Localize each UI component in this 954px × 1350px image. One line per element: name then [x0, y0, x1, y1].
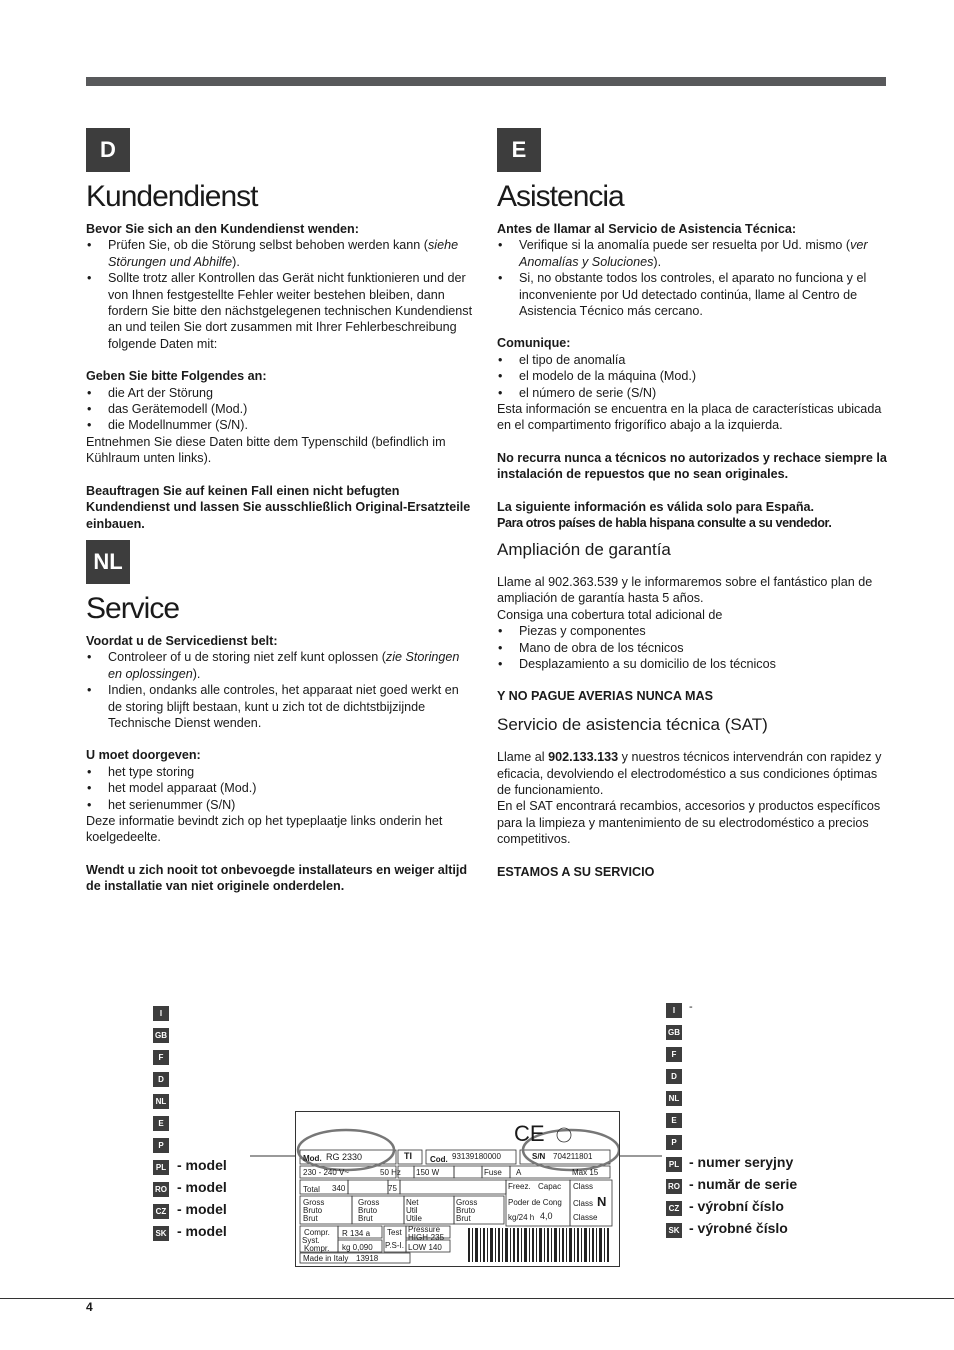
- e-list-item: • el modelo de la máquina (Mod.): [497, 368, 889, 384]
- flag-e: E: [153, 1116, 169, 1131]
- plate-utile: Utile: [406, 1214, 423, 1223]
- nl-list-item: • het model apparaat (Mod.): [86, 780, 476, 796]
- ampl-caps: Y NO PAGUE AVERIAS NUNCA MAS: [497, 689, 713, 704]
- plate-bruto-2: Bruto: [358, 1206, 378, 1215]
- flag-nl: NL: [153, 1094, 169, 1109]
- title-service: Service: [86, 592, 180, 625]
- page-number: 4: [86, 1300, 93, 1314]
- flag-cz: CZ: [666, 1201, 682, 1216]
- plate-mod-value: RG 2330: [326, 1152, 363, 1162]
- ampl-list-item: • Desplazamiento a su domicilio de los técnicos: [497, 656, 889, 672]
- label-model-cz: - model: [177, 1201, 227, 1217]
- flag-sk: SK: [153, 1226, 169, 1241]
- flag-f: F: [153, 1050, 169, 1065]
- e-comunique: Comunique:: [497, 336, 571, 351]
- plate-mod-label: Mod.: [303, 1154, 322, 1163]
- d-list-item: • das Gerätemodell (Mod.): [86, 401, 476, 417]
- label-model-ro: - model: [177, 1179, 227, 1195]
- title-asistencia: Asistencia: [497, 180, 624, 213]
- flag-f: F: [666, 1047, 682, 1062]
- ampl-list-item: • Mano de obra de los técnicos: [497, 640, 889, 656]
- flag-p: P: [153, 1138, 169, 1153]
- title-kundendienst: Kundendienst: [86, 180, 258, 213]
- plate-total-value: 340: [332, 1184, 346, 1193]
- flag-d: D: [153, 1072, 169, 1087]
- plate-util: Util: [406, 1206, 418, 1215]
- label-serial-cz: - výrobní číslo: [689, 1198, 784, 1214]
- plate-hz: 50 Hz: [380, 1168, 401, 1177]
- plate-freez: Freez.: [508, 1182, 531, 1191]
- plate-gas: R 134 a: [342, 1229, 371, 1238]
- plate-total: Total: [303, 1185, 320, 1194]
- flag-ro: RO: [153, 1182, 169, 1197]
- plate-poder: Poder de Cong: [508, 1198, 562, 1207]
- plate-brut-2: Brut: [358, 1214, 373, 1223]
- rating-plate: [295, 1111, 620, 1267]
- plate-bruto-1: Bruto: [303, 1206, 323, 1215]
- plate-made: Made in Italy: [303, 1254, 349, 1263]
- ampl-list-item: • Piezas y componentes: [497, 623, 889, 639]
- plate-sn-label: S/N: [532, 1152, 546, 1161]
- ampl-text-2: Consiga una cobertura total adicional de: [497, 607, 723, 622]
- flag-gb: GB: [153, 1028, 169, 1043]
- flag-i: I: [153, 1006, 169, 1021]
- nl-info: Deze informatie bevindt zich op het typeplaatje links onderin het koelgedeelte.: [86, 814, 443, 845]
- plate-gross-3: Gross: [456, 1198, 478, 1207]
- flag-gb: GB: [666, 1025, 682, 1040]
- nl-warning: Wendt u zich nooit tot onbevoegde installateurs en weiger altijd de installatie van niet originele onderdelen.: [86, 862, 468, 894]
- e-warning: No recurra nunca a técnicos no autorizados y rechace siempre la instalación de repuestos que no sean originales.: [497, 450, 887, 482]
- flag-pl: PL: [153, 1160, 169, 1175]
- plate-gross-2: Gross: [358, 1198, 380, 1207]
- e-info: Esta información se encuentra en la placa de características ubicada en el compartimento frigorífico abajo a la izquierda.: [497, 402, 882, 433]
- d-warning: Beauftragen Sie auf keinen Fall einen nicht befugten Kundendienst und lassen Sie ausschließlich Original-Ersatzteile einbauen.: [86, 483, 471, 531]
- sat-text-1: Llame al 902.133.133 y nuestros técnicos intervendrán con rapidez y eficacia, devolviendo el electrodoméstico a sus condiciones óptimas de funcionamiento.: [497, 750, 882, 797]
- sat-text-2: En el SAT encontrará recambios, accesorios y productos específicos para la limpieza y mantenimiento de su electrodoméstico a precios competitivos.: [497, 799, 881, 847]
- plate-stars-value: 75: [388, 1184, 397, 1193]
- e-list-item: • el tipo de anomalía: [497, 352, 889, 368]
- plate-brut-3: Brut: [456, 1214, 471, 1223]
- plate-gas-kg: kg 0,090: [342, 1243, 373, 1252]
- label-model-sk: - model: [177, 1223, 227, 1239]
- plate-max: Max 15: [572, 1168, 599, 1177]
- plate-sn-value: 704211801: [553, 1152, 593, 1161]
- plate-tl: TI: [404, 1151, 412, 1161]
- e-others: Para otros países de habla hispana consulte a su vendedor.: [497, 516, 832, 531]
- flag-cz: CZ: [153, 1204, 169, 1219]
- label-serial-sk: - výrobné číslo: [689, 1220, 788, 1236]
- d-item-1: • Prüfen Sie, ob die Störung selbst behoben werden kann (siehe Störungen und Abhilfe).: [86, 237, 476, 270]
- plate-brut-1: Brut: [303, 1214, 318, 1223]
- sat-title: Servicio de asistencia técnica (SAT): [497, 714, 768, 734]
- plate-psi: P.S-I.: [385, 1241, 404, 1250]
- plate-kg24-value: 4,0: [540, 1211, 553, 1221]
- d-list-item: • die Art der Störung: [86, 385, 476, 401]
- plate-fuse: Fuse: [484, 1168, 502, 1177]
- ce-mark: CE: [514, 1121, 545, 1146]
- plate-cod-label: Cod.: [430, 1155, 448, 1164]
- e-item-2: • Si, no obstante todos los controles, el aparato no funciona y el inconveniente por Ud detectado continúa, llame al Centro de Asistencia Técnico más cercano.: [497, 270, 889, 319]
- sat-caps: ESTAMOS A SU SERVICIO: [497, 864, 655, 879]
- e-intro: Antes de llamar al Servicio de Asistencia Técnica:: [497, 222, 797, 236]
- plate-made-code: 13918: [356, 1254, 379, 1263]
- flag-nl: NL: [666, 1091, 682, 1106]
- e-item-1: • Verifique si la anomalía puede ser resuelta por Ud. mismo (ver Anomalías y Soluciones).: [497, 237, 889, 270]
- flag-pl: PL: [666, 1157, 682, 1172]
- plate-gross-1: Gross: [303, 1198, 325, 1207]
- plate-kg24: kg/24 h: [508, 1213, 535, 1222]
- plate-amp: A: [516, 1168, 522, 1177]
- badge-d: D: [86, 128, 130, 172]
- plate-kompr: Kompr.: [304, 1244, 330, 1253]
- plate-bruto-3: Bruto: [456, 1206, 476, 1215]
- plate-class-h: Class: [573, 1182, 594, 1191]
- ampl-text-1: Llame al 902.363.539 y le informaremos sobre el fantástico plan de ampliación de garantía hasta 5 años.: [497, 574, 873, 606]
- barcode: [468, 1228, 609, 1262]
- nl-give: U moet doorgeven:: [86, 748, 201, 763]
- badge-e: E: [497, 128, 541, 172]
- plate-low: LOW 140: [408, 1243, 442, 1252]
- plate-net: Net: [406, 1198, 419, 1207]
- plate-test: Test: [387, 1228, 402, 1237]
- plate-volt: 230 - 240 V~: [303, 1168, 350, 1177]
- plate-class-label: Class: [573, 1199, 594, 1208]
- nl-list-item: • het type storing: [86, 764, 476, 780]
- plate-cod-value: 93139180000: [452, 1152, 501, 1161]
- nl-item-2: • Indien, ondanks alle controles, het apparaat niet goed werkt en de storing blijft bestaan, kunt u zich tot de dichtstbijzijnde Technische Dienst wenden.: [86, 682, 476, 731]
- nl-intro: Voordat u de Servicedienst belt:: [86, 634, 278, 648]
- label-serial-ro: - număr de serie: [689, 1176, 798, 1192]
- e-list-item: • el número de serie (S/N): [497, 385, 889, 401]
- flag-i: I: [666, 1003, 682, 1018]
- plate-capac: Capac: [538, 1182, 562, 1191]
- badge-nl: NL: [86, 540, 130, 584]
- ampliacion-title: Ampliación de garantía: [497, 539, 671, 559]
- right-dash: -: [689, 1001, 693, 1013]
- plate-class-value: N: [597, 1194, 607, 1209]
- plate-syst: Syst.: [302, 1236, 320, 1245]
- d-list-item: • die Modellnummer (S/N).: [86, 417, 476, 433]
- bottom-rule: [0, 1298, 954, 1299]
- flag-ro: RO: [666, 1179, 682, 1194]
- plate-watt: 150 W: [416, 1168, 440, 1177]
- d-item-2: • Sollte trotz aller Kontrollen das Gerät nicht funktionieren und der von Ihnen festgestellte Fehler weiter bestehen bleiben, dann fordern Sie bitte den nächstgelegenen technischen Kundendienst an und teilen Sie dort zusammen mit Ihrer Fehlerbeschreibung folgende Daten mit:: [86, 270, 476, 352]
- nl-list-item: • het serienummer (S/N): [86, 797, 476, 813]
- label-serial-pl: - numer seryjny: [689, 1154, 794, 1170]
- flag-p: P: [666, 1135, 682, 1150]
- plate-compr: Compr.: [304, 1228, 330, 1237]
- label-model-pl: - model: [177, 1157, 227, 1173]
- plate-high: HIGH-235: [408, 1233, 445, 1242]
- plate-pressure: Pressure: [408, 1225, 441, 1234]
- e-spain: La siguiente información es válida solo para España.: [497, 499, 815, 514]
- flag-e: E: [666, 1113, 682, 1128]
- flag-d: D: [666, 1069, 682, 1084]
- d-intro: Bevor Sie sich an den Kundendienst wenden:: [86, 222, 359, 236]
- nl-item-1: • Controleer of u de storing niet zelf kunt oplossen (zie Storingen en oplossingen).: [86, 649, 476, 682]
- flag-sk: SK: [666, 1223, 682, 1238]
- plate-classe: Classe: [573, 1213, 598, 1222]
- d-info: Entnehmen Sie diese Daten bitte dem Typenschild (befindlich im Kühlraum unten links).: [86, 434, 446, 466]
- d-give: Geben Sie bitte Folgendes an:: [86, 369, 267, 384]
